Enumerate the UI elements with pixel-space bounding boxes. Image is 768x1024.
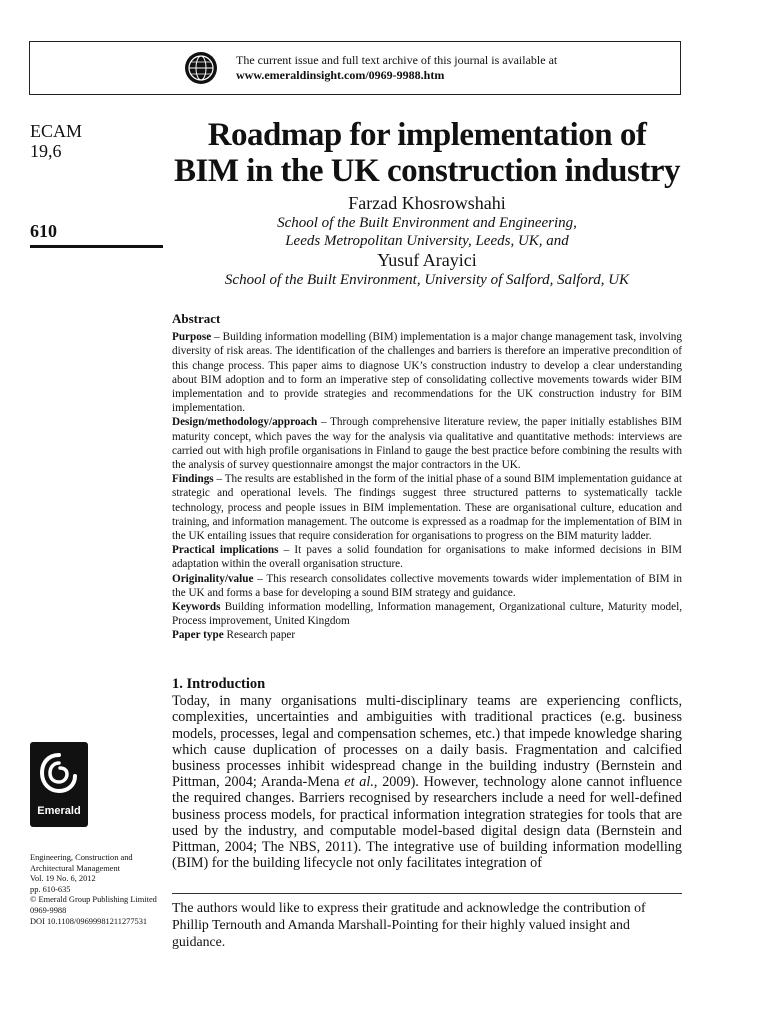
intro-text-italic: et al. xyxy=(344,774,374,791)
originality-label: Originality/value xyxy=(172,572,254,585)
journal-meta-line: Engineering, Construction and xyxy=(30,853,133,862)
article-title xyxy=(172,117,682,189)
practical-label: Practical implications xyxy=(172,544,279,557)
logo-wordmark: Emerald xyxy=(37,805,81,817)
paper-type xyxy=(172,628,682,642)
page-number: 610 xyxy=(30,221,57,241)
emerald-swirl-icon xyxy=(38,751,80,797)
journal-url-link[interactable]: www.emeraldinsight.com/0969-9988.htm xyxy=(236,68,445,82)
journal-meta-line: Architectural Management xyxy=(30,863,120,873)
author-affiliation: School of the Built Environment, University of Salford, Salford, UK xyxy=(224,272,630,288)
journal-meta-line: Vol. 19 No. 6, 2012 xyxy=(30,874,96,884)
design-text: – Through comprehensive literature review, the paper initially establishes BIM maturity concept, which paves the way for the analysis via qualitative and quantitative methods: interviews are carried out with high profile organisations in Finland to gauge the best practice before combining the results with the analysis of survey questionnaire amongst the major contractors in the UK. xyxy=(172,416,682,472)
findings-label: Findings xyxy=(172,473,214,486)
publisher-logo xyxy=(30,742,88,827)
purpose-label: Purpose xyxy=(172,331,212,344)
paper-type-text: Research paper xyxy=(223,629,296,642)
journal-citation-info xyxy=(30,853,170,927)
abstract-section xyxy=(172,312,682,643)
abstract-design xyxy=(172,415,682,472)
journal-meta-line: 0969-9988 xyxy=(30,905,67,915)
keywords xyxy=(172,600,682,628)
abstract-originality xyxy=(172,572,682,600)
journal-banner xyxy=(29,41,681,95)
paper-type-label: Paper type xyxy=(172,629,224,642)
banner-availability-text: The current issue and full text archive of this journal is available at xyxy=(236,53,558,67)
author-block xyxy=(172,193,682,289)
author-affiliation: Leeds Metropolitan University, Leeds, UK, and xyxy=(285,233,569,249)
journal-abbrev: ECAM xyxy=(30,121,83,141)
author-name: Yusuf Arayici xyxy=(377,250,477,270)
globe-icon xyxy=(184,51,218,85)
purpose-text: – Building information modelling (BIM) implementation is a major change management task, involving diversity of risk areas. The identification of the challenges and barriers is therefore an imperative precondition of this change process. This paper aims to diagnose UK’s construction industry to develop a clear understanding about BIM adoption and to form an imperative step of consolidating collective movements towards wider BIM implementation and to provide strategies and recommendations for the UK construction industry for BIM implementation. xyxy=(172,331,682,415)
design-label: Design/methodology/approach xyxy=(172,416,318,429)
author-affiliation: School of the Built Environment and Engineering, xyxy=(277,215,577,231)
abstract-findings xyxy=(172,472,682,543)
introduction-paragraph xyxy=(172,693,682,871)
keywords-label: Keywords xyxy=(172,601,221,614)
acknowledgement-footnote: The authors would like to express their gratitude and acknowledge the contribution of Phillip Ternouth and Amanda Marshall-Pointing for their highly valued insight and guidance. xyxy=(172,900,646,949)
keywords-text: Building information modelling, Information management, Organizational culture, Maturity model, Process improvement, United Kingdom xyxy=(172,601,682,628)
introduction-section xyxy=(172,676,682,871)
footnote-divider xyxy=(172,893,682,894)
findings-text: – The results are established in the form of the initial phase of a sound BIM implementation guidance at strategic and operational levels. The findings suggest three structured patterns to systematically tackle technology, process and people issues in BIM implementation. These are organisational culture, education and training, and information management. The outcome is expressed as a roadmap for the implementation of BIM in the UK entailing issues that require consideration for organisations to progress on the BIM maturity ladder. xyxy=(172,473,682,543)
abstract-heading: Abstract xyxy=(172,311,221,326)
originality-text: – This research consolidates collective movements towards wider implementation of BIM in the UK and forms a base for developing a sound BIM strategy and guidance. xyxy=(172,572,682,599)
author-name: Farzad Khosrowshahi xyxy=(348,193,506,213)
practical-text: – It paves a solid foundation for organisations to make informed decisions in BIM adaptation within the overall organisation structure. xyxy=(172,544,682,571)
abstract-practical xyxy=(172,543,682,571)
abstract-purpose xyxy=(172,330,682,415)
journal-code xyxy=(30,121,82,161)
page-number-rule xyxy=(30,245,163,248)
journal-volume: 19,6 xyxy=(30,141,62,161)
intro-text-part: Today, in many organisations multi-disciplinary teams are experiencing conflicts, complexities, uncertainties and ambiguities with traditional practices (e.g. business models, processes, legal and compensation schemes, etc.) that impede knowledge sharing which cause duplication of processes on a daily basis. Fragmentation and calcified business processes inhibit widespread change in the building industry (Bernstein and Pittman, 2004; Aranda-Mena xyxy=(172,693,682,791)
title-line-2: BIM in the UK construction industry xyxy=(174,153,680,189)
title-line-1: Roadmap for implementation of xyxy=(207,117,647,153)
journal-meta-line: DOI 10.1108/09699981211277531 xyxy=(30,916,148,926)
section-heading: 1. Introduction xyxy=(172,676,266,692)
journal-meta-line: © Emerald Group Publishing Limited xyxy=(30,895,157,905)
intro-text-part: , 2009). However, technology alone cannot influence the required changes. Barriers recognised by researchers include a need for well-defined business process models, for practical information integration strategies for tools that are used by the industry, and computable model-based digital design data (Bernstein and Pittman, 2004; The NBS, 2011). The integrative use of building information modelling (BIM) for the building lifecycle not only facilitates integration of xyxy=(172,774,682,872)
journal-meta-line: pp. 610-635 xyxy=(30,884,71,894)
